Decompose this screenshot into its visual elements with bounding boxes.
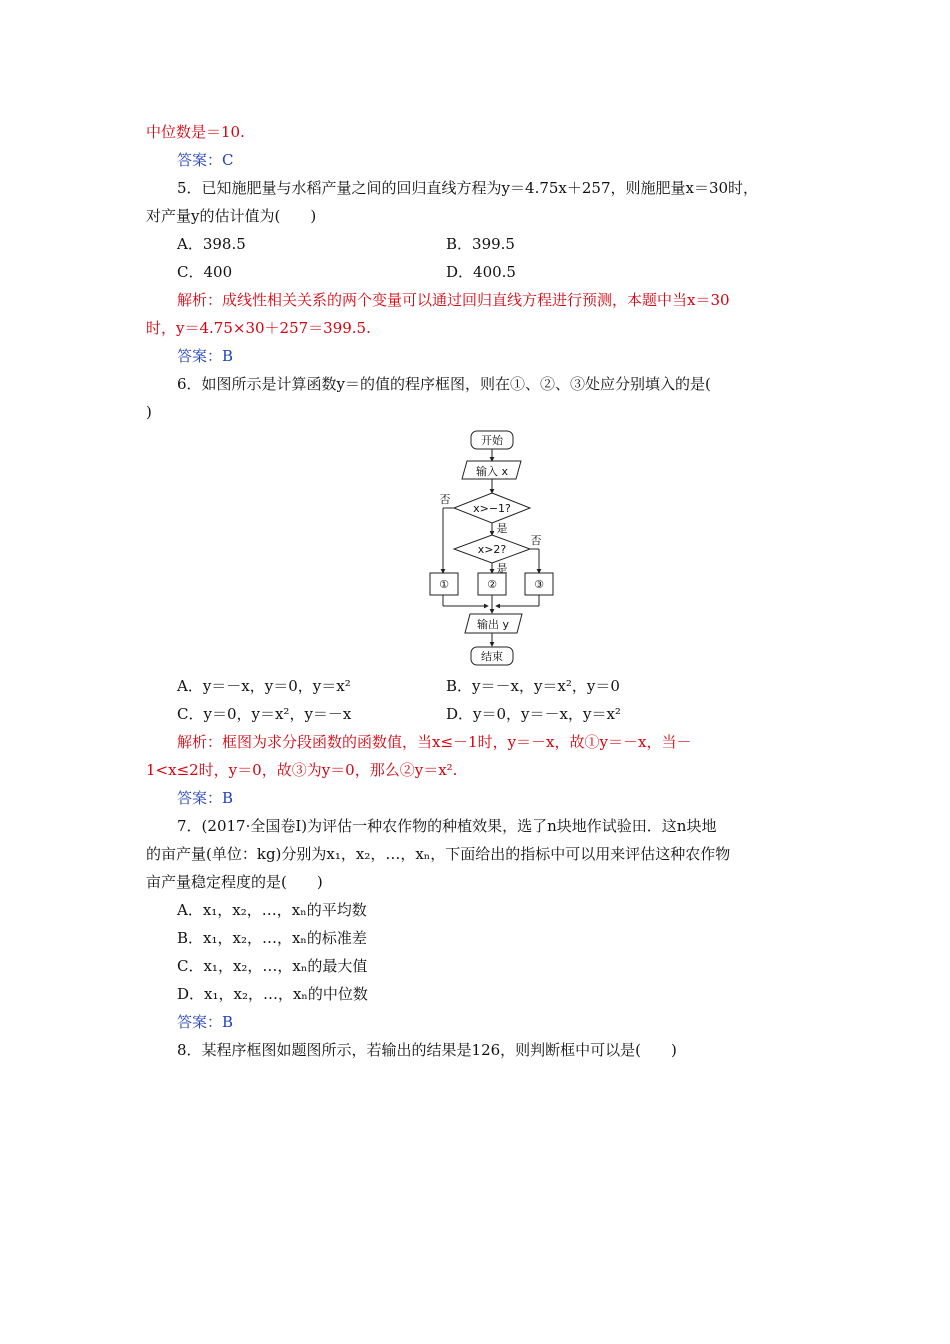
option-b: B．399.5 (446, 235, 515, 253)
answer-7: 答案：B (177, 1013, 234, 1031)
flow-output: 输出 y (476, 618, 510, 631)
question-6-line-1: 6．如图所示是计算函数y＝的值的程序框图，则在①、②、③处应分别填入的是( (177, 375, 711, 393)
flow-start: 开始 (481, 434, 503, 447)
option-a: A．x₁，x₂，…，xₙ的平均数 (177, 901, 367, 919)
flowchart (418, 428, 558, 668)
flow-box-3: ③ (534, 578, 544, 591)
answer-6: 答案：B (177, 789, 234, 807)
question-6-line-2: ) (146, 403, 152, 421)
flow-box-1: ① (439, 578, 449, 591)
flow-box-2: ② (487, 578, 497, 591)
answer-5: 答案：B (177, 347, 234, 365)
flow-condition-2: x>2? (477, 543, 507, 556)
option-c: C．400 (177, 263, 233, 281)
explanation-5-line-2: 时，y＝4.75×30＋257＝399.5. (146, 319, 371, 337)
question-5-line-1: 5．已知施肥量与水稻产量之间的回归直线方程为y＝4.75x＋257，则施肥量x＝30时， (177, 179, 759, 197)
explanation-6-line-2: 1<x≤2时，y＝0，故③为y＝0，那么②y＝x². (146, 761, 458, 779)
flow-no-label: 否 (530, 534, 542, 547)
question-7-line-2: 的亩产量(单位：kg)分别为x₁，x₂，…，xₙ，下面给出的指标中可以用来评估这种农作物 (146, 845, 731, 863)
option-c: C．x₁，x₂，…，xₙ的最大值 (177, 957, 368, 975)
question-7-line-3: 亩产量稳定程度的是( ) (146, 873, 323, 891)
question-5-line-2: 对产量y的估计值为( ) (146, 207, 317, 225)
answer-line: 答案：C (177, 151, 234, 169)
option-a: A．398.5 (177, 235, 246, 253)
text-line: 中位数是＝10. (146, 123, 245, 141)
flow-condition-1: x>−1? (473, 502, 511, 515)
option-a: A．y＝－x，y＝0，y＝x² (177, 677, 351, 695)
option-b: B．y＝－x，y＝x²，y＝0 (446, 677, 620, 695)
option-d: D．y＝0，y＝－x，y＝x² (446, 705, 621, 723)
flow-input: 输入 x (475, 465, 509, 478)
flow-yes-label: 是 (496, 522, 508, 535)
flow-end: 结束 (481, 650, 503, 663)
option-d: D．400.5 (446, 263, 516, 281)
question-8: 8．某程序框图如题图所示，若输出的结果是126，则判断框中可以是( ) (177, 1041, 677, 1059)
option-c: C．y＝0，y＝x²，y＝－x (177, 705, 352, 723)
explanation-5-line-1: 解析：成线性相关关系的两个变量可以通过回归直线方程进行预测，本题中当x＝30 (177, 291, 730, 309)
flow-no-label: 否 (439, 493, 451, 506)
question-7-line-1: 7．(2017·全国卷Ⅰ)为评估一种农作物的种植效果，选了n块地作试验田．这n块地 (177, 817, 717, 835)
option-d: D．x₁，x₂，…，xₙ的中位数 (177, 985, 368, 1003)
explanation-6-line-1: 解析：框图为求分段函数的函数值，当x≤－1时，y＝－x，故①y＝－x，当－ (177, 733, 692, 751)
option-b: B．x₁，x₂，…，xₙ的标准差 (177, 929, 367, 947)
flow-yes-label: 是 (496, 562, 508, 575)
